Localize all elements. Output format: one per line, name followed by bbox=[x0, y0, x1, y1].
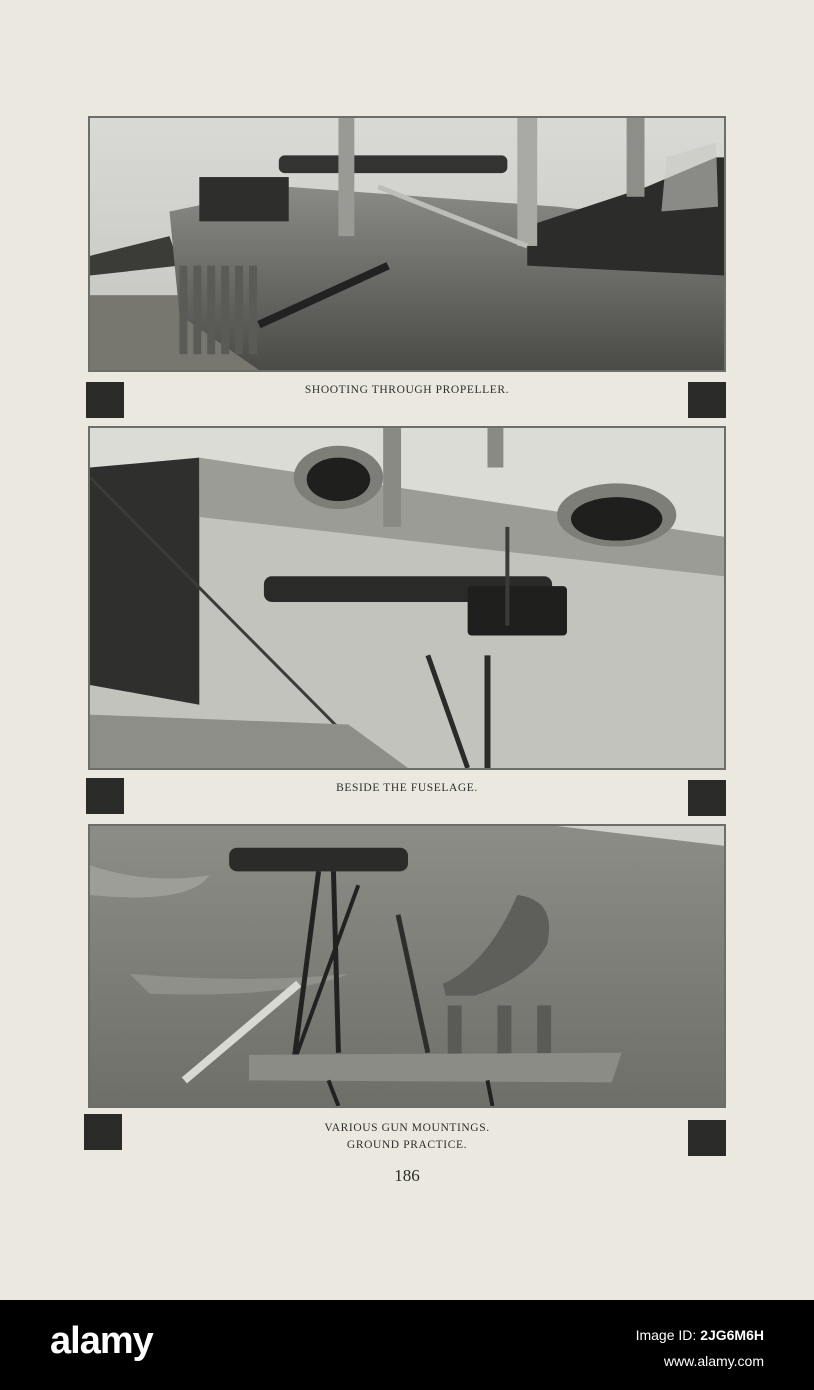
corner-mark-left-3 bbox=[84, 1114, 122, 1150]
caption-plate-3-line-1: VARIOUS GUN MOUNTINGS. bbox=[324, 1122, 490, 1134]
corner-mark-right-3 bbox=[688, 1120, 726, 1156]
photo-biplane-nose-gun bbox=[90, 118, 724, 370]
photo-ground-practice-rig bbox=[90, 826, 724, 1106]
corner-mark-left-2 bbox=[86, 778, 124, 814]
corner-mark-right-2 bbox=[688, 780, 726, 816]
caption-plate-1: SHOOTING THROUGH PROPELLER. bbox=[304, 384, 510, 396]
caption-plate-2: BESIDE THE FUSELAGE. bbox=[336, 782, 478, 794]
site-url: www.alamy.com bbox=[663, 1353, 764, 1369]
image-id-line bbox=[636, 1322, 764, 1348]
corner-mark-left-1 bbox=[86, 382, 124, 418]
page-number: 186 bbox=[394, 1166, 420, 1185]
photo-fuselage-mounted-gun bbox=[90, 428, 724, 768]
caption-plate-3 bbox=[88, 1120, 726, 1154]
corner-mark-right-1 bbox=[688, 382, 726, 418]
footer-meta bbox=[636, 1322, 764, 1374]
image-id-label: Image ID: bbox=[635, 1327, 697, 1343]
photo-shooting-through-propeller bbox=[88, 116, 726, 372]
watermark-footer bbox=[0, 1300, 814, 1390]
image-id-value: 2JG6M6H bbox=[700, 1327, 764, 1343]
brand-logo: alamy bbox=[50, 1320, 153, 1362]
caption-plate-3-line-2: GROUND PRACTICE. bbox=[346, 1139, 468, 1151]
photo-beside-the-fuselage bbox=[88, 426, 726, 770]
photo-various-gun-mountings bbox=[88, 824, 726, 1108]
